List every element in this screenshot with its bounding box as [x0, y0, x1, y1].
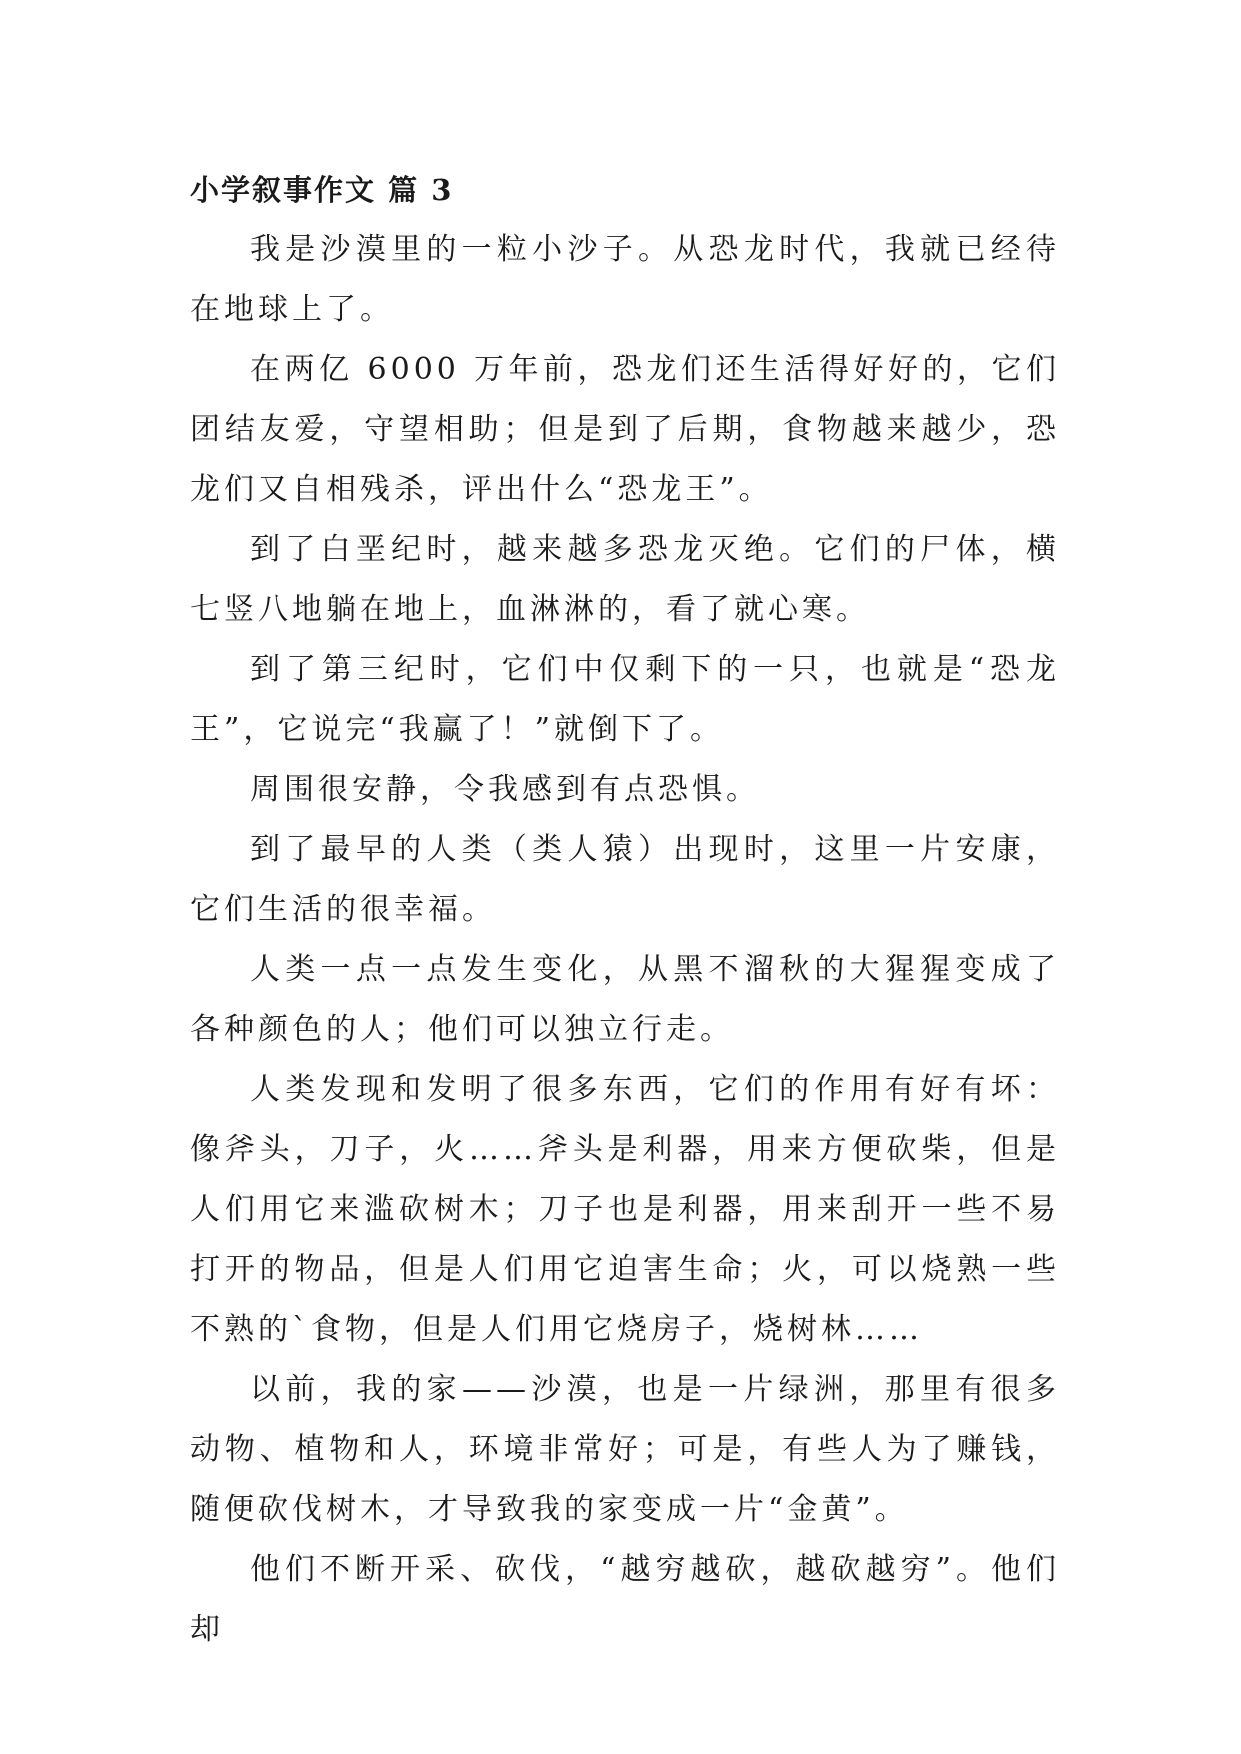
paragraph: 在两亿 6000 万年前，恐龙们还生活得好好的，它们团结友爱，守望相助；但是到了后期，食物越来越少，恐龙们又自相残杀，评出什么“恐龙王”。	[190, 352, 1060, 507]
paragraph: 周围很安静，令我感到有点恐惧。	[250, 772, 760, 807]
paragraph: 人类发现和发明了很多东西，它们的作用有好有坏：像斧头，刀子，火……斧头是利器，用来方便砍柴，但是人们用它来滥砍树木；刀子也是利器，用来刮开一些不易打开的物品，但是人们用它迫害生命；火，可以烧熟一些不熟的`食物，但是人们用它烧房子，烧树林……	[190, 1072, 1060, 1347]
paragraph: 他们不断开采、砍伐，“越穷越砍，越砍越穷”。他们却	[190, 1552, 1060, 1647]
paragraph: 到了第三纪时，它们中仅剩下的一只，也就是“恐龙王”，它说完“我赢了！”就倒下了。	[190, 652, 1060, 747]
document-title: 小学叙事作文 篇 3	[190, 173, 454, 207]
paragraph: 到了最早的人类（类人猿）出现时，这里一片安康，它们生活的很幸福。	[190, 832, 1060, 927]
paragraph: 到了白垩纪时，越来越多恐龙灭绝。它们的尸体，横七竖八地躺在地上，血淋淋的，看了就心寒。	[190, 532, 1060, 627]
paragraph: 以前，我的家——沙漠，也是一片绿洲，那里有很多动物、植物和人，环境非常好；可是，有些人为了赚钱，随便砍伐树木，才导致我的家变成一片“金黄”。	[190, 1372, 1060, 1527]
paragraph: 人类一点一点发生变化，从黑不溜秋的大猩猩变成了各种颜色的人；他们可以独立行走。	[190, 952, 1060, 1047]
document-page	[190, 160, 1060, 1660]
paragraph: 我是沙漠里的一粒小沙子。从恐龙时代，我就已经待在地球上了。	[190, 232, 1060, 327]
